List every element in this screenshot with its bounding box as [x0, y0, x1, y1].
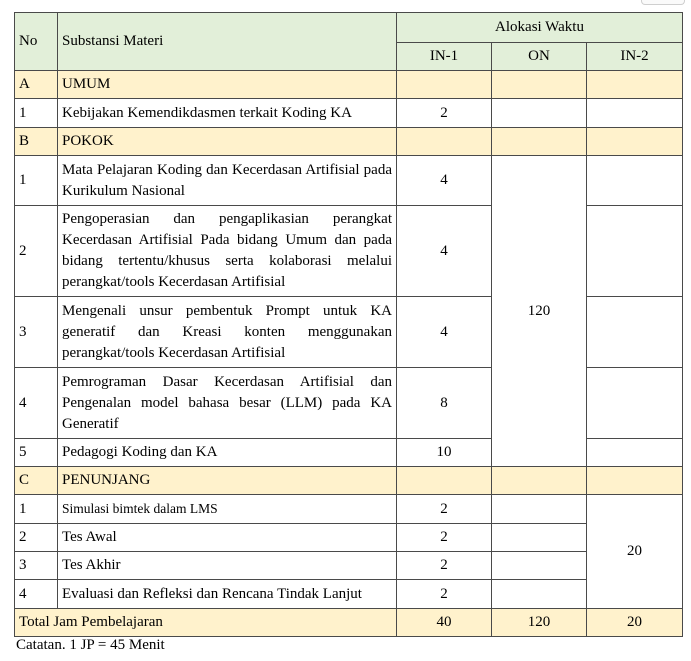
row-in1: 8	[397, 368, 492, 439]
section-row-umum	[15, 71, 683, 99]
section-title: PENUNJANG	[58, 467, 397, 495]
row-no: 1	[15, 156, 58, 206]
total-in1: 40	[397, 609, 492, 637]
row-no: 4	[15, 580, 58, 609]
section-cell-on	[492, 71, 587, 99]
row-no: 4	[15, 368, 58, 439]
row-on	[492, 580, 587, 609]
header-in1: IN-1	[397, 43, 492, 71]
table-note: Catatan. 1 JP = 45 Menit	[16, 637, 165, 653]
total-row	[15, 609, 683, 637]
row-in1: 4	[397, 206, 492, 297]
row-in1: 2	[397, 580, 492, 609]
total-in2: 20	[587, 609, 683, 637]
row-no: 3	[15, 297, 58, 368]
section-title: POKOK	[58, 128, 397, 156]
row-in2	[587, 156, 683, 206]
row-materi: Pedagogi Koding dan KA	[58, 439, 397, 467]
row-materi: Mengenali unsur pembentuk Prompt untuk KA generatif dan Kreasi konten menggunakan perangkat/tools Kecerdasan Artifisial	[58, 297, 397, 368]
row-in1: 4	[397, 156, 492, 206]
section-row-pokok	[15, 128, 683, 156]
section-code: A	[15, 71, 58, 99]
row-no: 2	[15, 206, 58, 297]
section-cell-in2	[587, 128, 683, 156]
table-row	[15, 524, 683, 552]
section-cell-on	[492, 128, 587, 156]
row-in2	[587, 297, 683, 368]
section-cell-in1	[397, 71, 492, 99]
row-on	[492, 495, 587, 524]
row-in1: 2	[397, 524, 492, 552]
row-on	[492, 99, 587, 128]
header-materi: Substansi Materi	[58, 13, 397, 71]
table-row	[15, 99, 683, 128]
header-alokasi-waktu: Alokasi Waktu	[397, 13, 683, 43]
header-in2: IN-2	[587, 43, 683, 71]
row-materi: Pengoperasian dan pengaplikasian perangkat Kecerdasan Artifisial Pada bidang Umum dan pada bidang tertentu/khusus serta kolaborasi melalui perangkat/tools Kecerdasan Artifisial	[58, 206, 397, 297]
header-no: No	[15, 13, 58, 71]
row-materi: Pemrograman Dasar Kecerdasan Artifisial dan Pengenalan model bahasa besar (LLM) pada KA Generatif	[58, 368, 397, 439]
section-cell-in1	[397, 128, 492, 156]
table-row	[15, 552, 683, 580]
row-in1: 10	[397, 439, 492, 467]
section-code: C	[15, 467, 58, 495]
row-in1: 4	[397, 297, 492, 368]
row-no: 1	[15, 99, 58, 128]
row-in1: 2	[397, 99, 492, 128]
row-in2	[587, 206, 683, 297]
row-on	[492, 552, 587, 580]
row-materi: Evaluasi dan Refleksi dan Rencana Tindak Lanjut	[58, 580, 397, 609]
table-row	[15, 495, 683, 524]
row-no: 2	[15, 524, 58, 552]
table-row	[15, 580, 683, 609]
row-on	[492, 524, 587, 552]
section-cell-in1	[397, 467, 492, 495]
section-title: UMUM	[58, 71, 397, 99]
row-no: 3	[15, 552, 58, 580]
window-corner-tab	[641, 0, 685, 5]
row-in1: 2	[397, 552, 492, 580]
row-in2	[587, 439, 683, 467]
row-materi: Mata Pelajaran Koding dan Kecerdasan Artifisial pada Kurikulum Nasional	[58, 156, 397, 206]
row-on-merged: 120	[492, 156, 587, 467]
section-cell-in2	[587, 71, 683, 99]
row-materi: Tes Akhir	[58, 552, 397, 580]
row-in2-merged: 20	[587, 495, 683, 609]
row-in2	[587, 99, 683, 128]
section-cell-in2	[587, 467, 683, 495]
total-label: Total Jam Pembelajaran	[15, 609, 397, 637]
row-materi: Simulasi bimtek dalam LMS	[58, 495, 397, 524]
total-on: 120	[492, 609, 587, 637]
table-row	[15, 156, 683, 206]
row-no: 1	[15, 495, 58, 524]
curriculum-table	[14, 12, 683, 637]
row-in1: 2	[397, 495, 492, 524]
section-code: B	[15, 128, 58, 156]
row-in2	[587, 368, 683, 439]
section-row-penunjang	[15, 467, 683, 495]
row-materi: Tes Awal	[58, 524, 397, 552]
row-no: 5	[15, 439, 58, 467]
header-on: ON	[492, 43, 587, 71]
row-materi: Kebijakan Kemendikdasmen terkait Koding KA	[58, 99, 397, 128]
section-cell-on	[492, 467, 587, 495]
